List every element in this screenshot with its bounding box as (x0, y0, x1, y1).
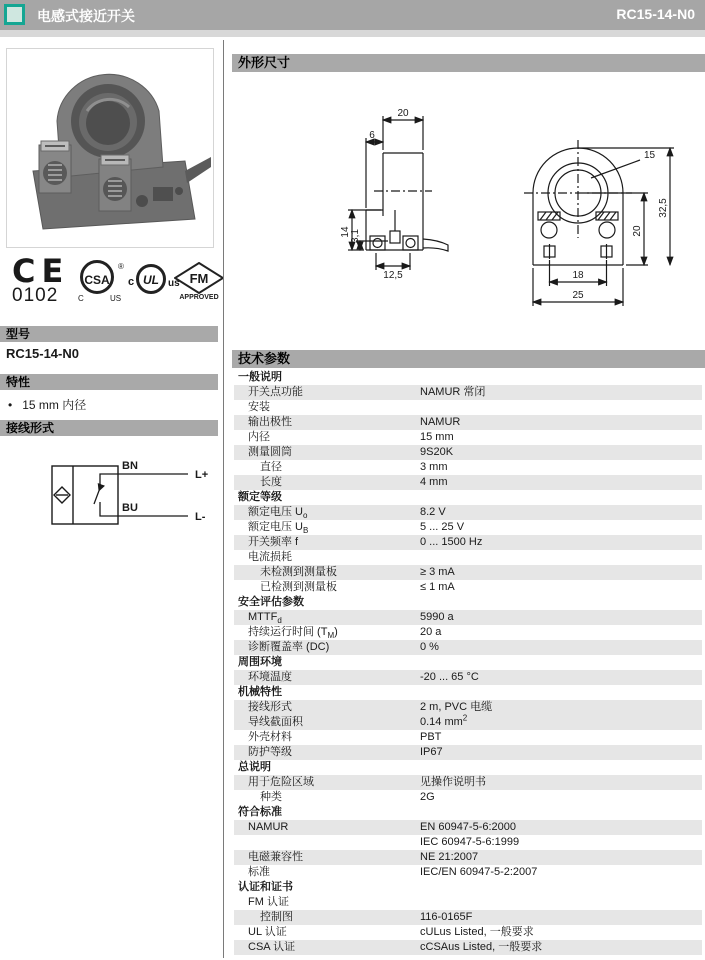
spec-row (234, 400, 702, 415)
spec-value (420, 400, 702, 415)
spec-label (234, 835, 420, 850)
csa-mark-text: CSA (80, 260, 114, 294)
wire-label-lplus: L+ (195, 469, 209, 481)
bullet-icon: • (8, 398, 13, 412)
ul-us-label: us (168, 278, 180, 289)
wire-label-bu: BU (122, 502, 138, 514)
spec-value: 5 ... 25 V (420, 521, 465, 533)
spec-value: 0.14 $mm^2$ (420, 713, 468, 728)
spec-label: 用于危险区域 (248, 776, 314, 788)
spec-label: 额定电压 $U_B$ (248, 521, 309, 536)
spec-value: 8.2 V (420, 506, 446, 518)
spec-label: 控制图 (260, 911, 293, 923)
spec-row (234, 865, 702, 880)
spec-row (234, 520, 702, 535)
ce-mark-text: CE (12, 252, 70, 290)
spec-label: 直径 (260, 461, 282, 473)
dim-side-height: 14 (340, 226, 351, 238)
spec-value: PBT (420, 731, 442, 743)
left-column (0, 40, 218, 960)
spec-label: 外壳材料 (248, 731, 292, 743)
spec-label: 防护等级 (248, 746, 292, 758)
ul-mark-text: UL (136, 264, 166, 294)
spec-value: NAMUR 常闭 (420, 386, 486, 398)
spec-row (234, 730, 702, 745)
fm-mark-text: FM (189, 271, 209, 286)
spec-row (234, 580, 702, 595)
fm-approved-text: APPROVED (179, 294, 219, 301)
spec-row (234, 745, 702, 760)
feature-text: 15 mm 内径 (22, 398, 87, 412)
spec-value: cULus Listed, 一般要求 (420, 926, 534, 938)
spec-label: 环境温度 (248, 671, 292, 683)
spec-row (234, 775, 702, 790)
header-substrip (0, 30, 705, 37)
wiring-diagram (40, 448, 218, 544)
model-section-header: 型号 (0, 326, 218, 342)
spec-row (234, 550, 702, 565)
page-title: 电感式接近开关 (37, 8, 135, 24)
spec-value (420, 550, 702, 565)
spec-row (234, 640, 702, 655)
ul-mark (128, 264, 180, 304)
spec-table (234, 370, 702, 955)
spec-label: 电流损耗 (248, 551, 292, 563)
spec-value: 0 % (420, 641, 439, 653)
spec-label: 持续运行时间 $(T_M)$ (248, 626, 338, 641)
spec-label: UL 认证 (248, 926, 287, 938)
model-value: RC15-14-N0 (6, 346, 79, 361)
fm-mark (174, 262, 224, 308)
spec-value: NE 21:2007 (420, 851, 479, 863)
fm-diamond-icon (174, 262, 224, 294)
spec-section-header: 一般说明 (238, 371, 282, 383)
spec-value: IP67 (420, 746, 443, 758)
spec-row (234, 670, 702, 685)
wire-label-bn: BN (122, 460, 138, 472)
csa-us-label: US (110, 294, 122, 303)
spec-section-header: 符合标准 (238, 806, 282, 818)
spec-label: 电磁兼容性 (248, 851, 303, 863)
spec-value: ≥ 3 mA (420, 566, 455, 578)
spec-label: 安装 (248, 401, 270, 413)
spec-label: 已检测到测量板 (260, 581, 337, 593)
spec-row (234, 940, 702, 955)
spec-label: 开关点功能 (248, 386, 303, 398)
specs-section-header: 技术参数 (232, 350, 705, 368)
spec-value: 见操作说明书 (420, 776, 486, 788)
product-photo (6, 48, 214, 248)
spec-row (234, 910, 702, 925)
spec-section-header: 额定等级 (238, 491, 282, 503)
spec-row (234, 415, 702, 430)
spec-row (234, 715, 702, 730)
dim-clamp-height: 20 (632, 225, 643, 237)
dim-top-width: 20 (397, 108, 409, 119)
spec-label: 诊断覆盖率 (DC) (248, 641, 330, 653)
wire-label-lminus: L- (195, 511, 206, 523)
column-divider (223, 40, 224, 958)
spec-label: 导线截面积 (248, 716, 303, 728)
spec-section-header: 总说明 (238, 761, 271, 773)
spec-row (234, 475, 702, 490)
spec-row (234, 835, 702, 850)
ce-mark (12, 252, 70, 306)
spec-label: 测量圆筒 (248, 446, 292, 458)
spec-value: IEC/EN 60947-5-2:2007 (420, 866, 538, 878)
features-section-header: 特性 (0, 374, 218, 390)
spec-value: ≤ 1 mA (420, 581, 455, 593)
csa-mark (80, 260, 126, 306)
spec-value: 0 ... 1500 Hz (420, 536, 483, 548)
spec-row (234, 610, 702, 625)
ul-c-label: c (128, 276, 135, 288)
spec-label: 输出极性 (248, 416, 292, 428)
spec-row (234, 625, 702, 640)
dim-hole-spacing: 18 (572, 270, 584, 281)
right-column (232, 40, 705, 960)
spec-row (234, 925, 702, 940)
spec-label: 标准 (248, 866, 270, 878)
spec-value: 9S20K (420, 446, 454, 458)
spec-label: 开关频率 f (248, 536, 299, 548)
feature-item (8, 396, 86, 413)
spec-label: 内径 (248, 431, 270, 443)
dim-inner-diameter: 15 (644, 150, 656, 161)
dimensions-section-header: 外形尺寸 (232, 54, 705, 72)
spec-row (234, 445, 702, 460)
spec-value: -20 ... 65 °C (420, 671, 479, 683)
spec-row (234, 430, 702, 445)
spec-label: 额定电压 $U_o$ (248, 506, 308, 521)
product-photo-illustration (7, 49, 211, 245)
spec-row (234, 850, 702, 865)
spec-row (234, 820, 702, 835)
ce-notified-body-number: 0102 (12, 285, 59, 306)
spec-value: 2G (420, 791, 435, 803)
spec-label: 长度 (260, 476, 282, 488)
csa-c-label: C (78, 294, 84, 303)
spec-label: $MTTF_d$ (248, 611, 282, 626)
dim-side-step: 3,1 (350, 229, 361, 243)
spec-section-header: 安全评估参数 (238, 596, 304, 608)
csa-registered-symbol: ® (118, 262, 124, 271)
spec-label: NAMUR (248, 821, 289, 833)
spec-value: cCSAus Listed, 一般要求 (420, 941, 543, 953)
spec-value: 4 mm (420, 476, 448, 488)
spec-section-header: 机械特性 (238, 686, 282, 698)
spec-label: 种类 (260, 791, 282, 803)
spec-section-header: 周围环境 (238, 656, 282, 668)
dim-front-offset: 6 (369, 130, 375, 141)
spec-label: FM 认证 (248, 896, 289, 908)
spec-value: NAMUR (420, 416, 461, 428)
spec-value: EN 60947-5-6:2000 (420, 821, 517, 833)
spec-row (234, 535, 702, 550)
dimensional-drawing (298, 98, 705, 330)
brand-square-icon (4, 4, 25, 25)
spec-label: 未检测到测量板 (260, 566, 337, 578)
spec-row (234, 790, 702, 805)
spec-row (234, 505, 702, 520)
spec-value: 2 m, PVC 电缆 (420, 701, 493, 713)
spec-value: 5990 a (420, 611, 454, 623)
spec-label: 接线形式 (248, 701, 292, 713)
certification-marks (8, 252, 219, 320)
spec-value: IEC 60947-5-6:1999 (420, 836, 520, 848)
dim-foot-width: 12,5 (383, 270, 403, 281)
page-header (0, 0, 705, 30)
spec-row (234, 700, 702, 715)
spec-row (234, 460, 702, 475)
spec-value: 15 mm (420, 431, 454, 443)
header-model-number: RC15-14-N0 (616, 6, 695, 22)
spec-label: CSA 认证 (248, 941, 296, 953)
spec-row (234, 385, 702, 400)
spec-row (234, 895, 702, 910)
spec-value: 3 mm (420, 461, 448, 473)
spec-value: 20 a (420, 626, 442, 638)
spec-value (420, 895, 702, 910)
dim-overall-height: 32,5 (658, 198, 669, 218)
dim-overall-width: 25 (572, 290, 584, 301)
connection-section-header: 接线形式 (0, 420, 218, 436)
spec-row (234, 565, 702, 580)
spec-value: 116-0165F (420, 911, 473, 923)
spec-section-header: 认证和证书 (238, 881, 293, 893)
